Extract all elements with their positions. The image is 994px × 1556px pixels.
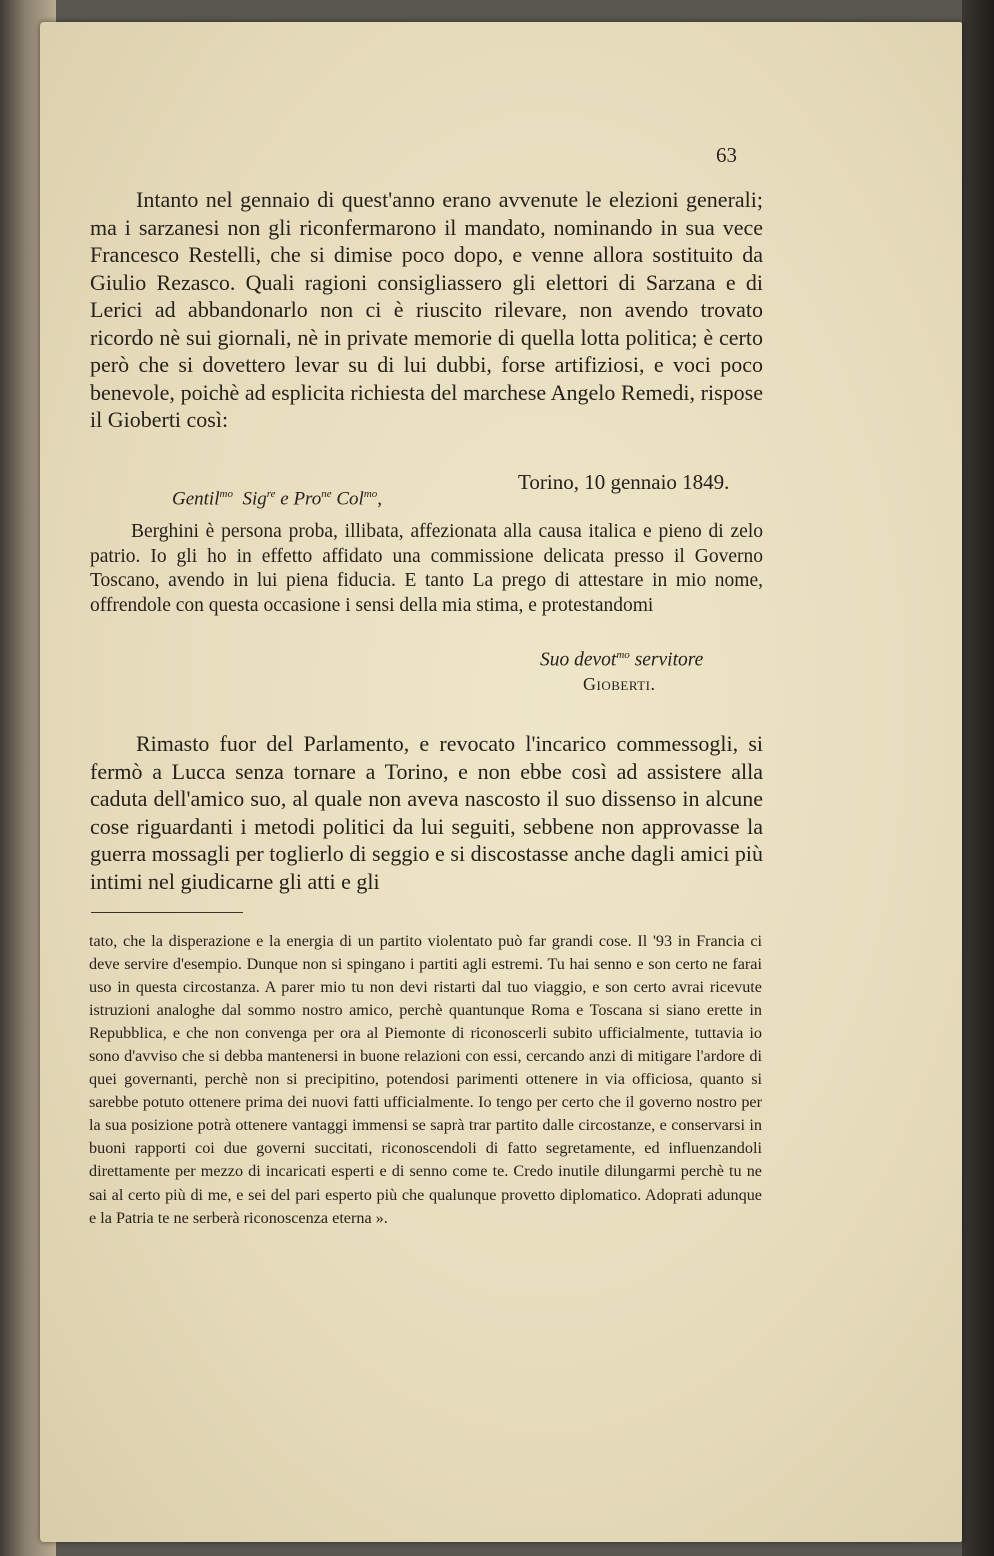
scan-right-edge [962,0,994,1556]
letter-closing: Suo devot$^{mo}$ servitore [540,649,704,671]
letter-salutation: Gentil$^{mo}$ Sig$^{re}$ e Pro$^{ne}$ Col$^{mo}$, [172,488,383,510]
footnote-text: tato, che la disperazione e la energia di un partito violentato può far grandi cose. Il '93 in Francia ci deve servire d'esempio. Dunque non si spingano i partiti agli estremi. Tu hai senno e son certo ne farai uso in questa circostanza. A parer mio tu non devi ristarti dal tuo viaggio, e son certo avrai ricevute istruzioni analoghe dal sommo nostro amico, perchè quantunque Roma e Toscana si siano erette in Repubblica, e che non convenga per ora al Piemonte di riconoscerli subito ufficialmente, tuttavia io sono d'avviso che si debba mantenersi in buone relazioni con essi, cercando anzi di mitigare l'ardore di quei governanti, perchè non si precipitino, potendosi parimenti ottenere in via officiosa, quanto si sarebbe potuto ottenere prima dei nuovi fatti ufficialmente. Io tengo per certo che il governo nostro per la sua posizione potrà ottenere vantaggi immensi se saprà trar partito dalle circostanze, e conservarsi in buoni rapporti coi due governi succitati, riconoscendoli di fatto segretamente, ed influenzandoli direttamente per mezzo di incaricati esperti e di senno come te. Credo inutile dilungarmi perchè tu ne sai al certo più di me, e sei del pari esperto più che qualunque provetto diplomatico. Adoprati adunque e la Patria te ne serberà riconoscenza eterna ». [89,932,762,1227]
footnote-divider [91,912,243,913]
paragraph-elections: Intanto nel gennaio di quest'anno erano avvenute le elezioni generali; ma i sarzanesi non gli riconfermarono il mandato, nominando in sua vece Francesco Restelli, che si dimise poco dopo, e venne allora sostituito da Giulio Rezasco. Quali ragioni consigliassero gli elettori di Sarzana e di Lerici ad abbandonarlo non ci è riuscito rilevare, non avendo trovato ricordo nè sui giornali, nè in private memorie di quella lotta politica; è certo però che si dovettero levar su di lui dubbi, forse artifiziosi, e voci poco benevole, poichè ad esplicita richiesta del marchese Angelo Remedi, rispose il Gioberti così: [90,187,763,432]
paragraph-parliament: Rimasto fuor del Parlamento, e revocato l'incarico commessogli, si fermò a Lucca senza tornare a Torino, e non ebbe così ad assistere alla caduta dell'amico suo, al quale non aveva nascosto il suo dissenso in alcune cose riguardanti i metodi politici da lui seguiti, sebbene non approvasse la guerra mossagli per toglierlo di seggio e si discostasse anche dagli amici più intimi nel giudicarne gli atti e gli [90,731,763,894]
page-number: 63 [716,143,737,167]
letter-date: Torino, 10 gennaio 1849. [518,470,730,494]
letter-body: Berghini è persona proba, illibata, affezionata alla causa italica e pieno di zelo patrio. Io gli ho in effetto affidato una commissione delicata presso il Governo Toscano, avendo in lui piena fiducia. E tanto La prego di attestare in mio nome, offrendole con questa occasione i sensi della mia stima, e protestandomi [90,521,763,616]
letter-signature: Gioberti. [583,674,656,694]
